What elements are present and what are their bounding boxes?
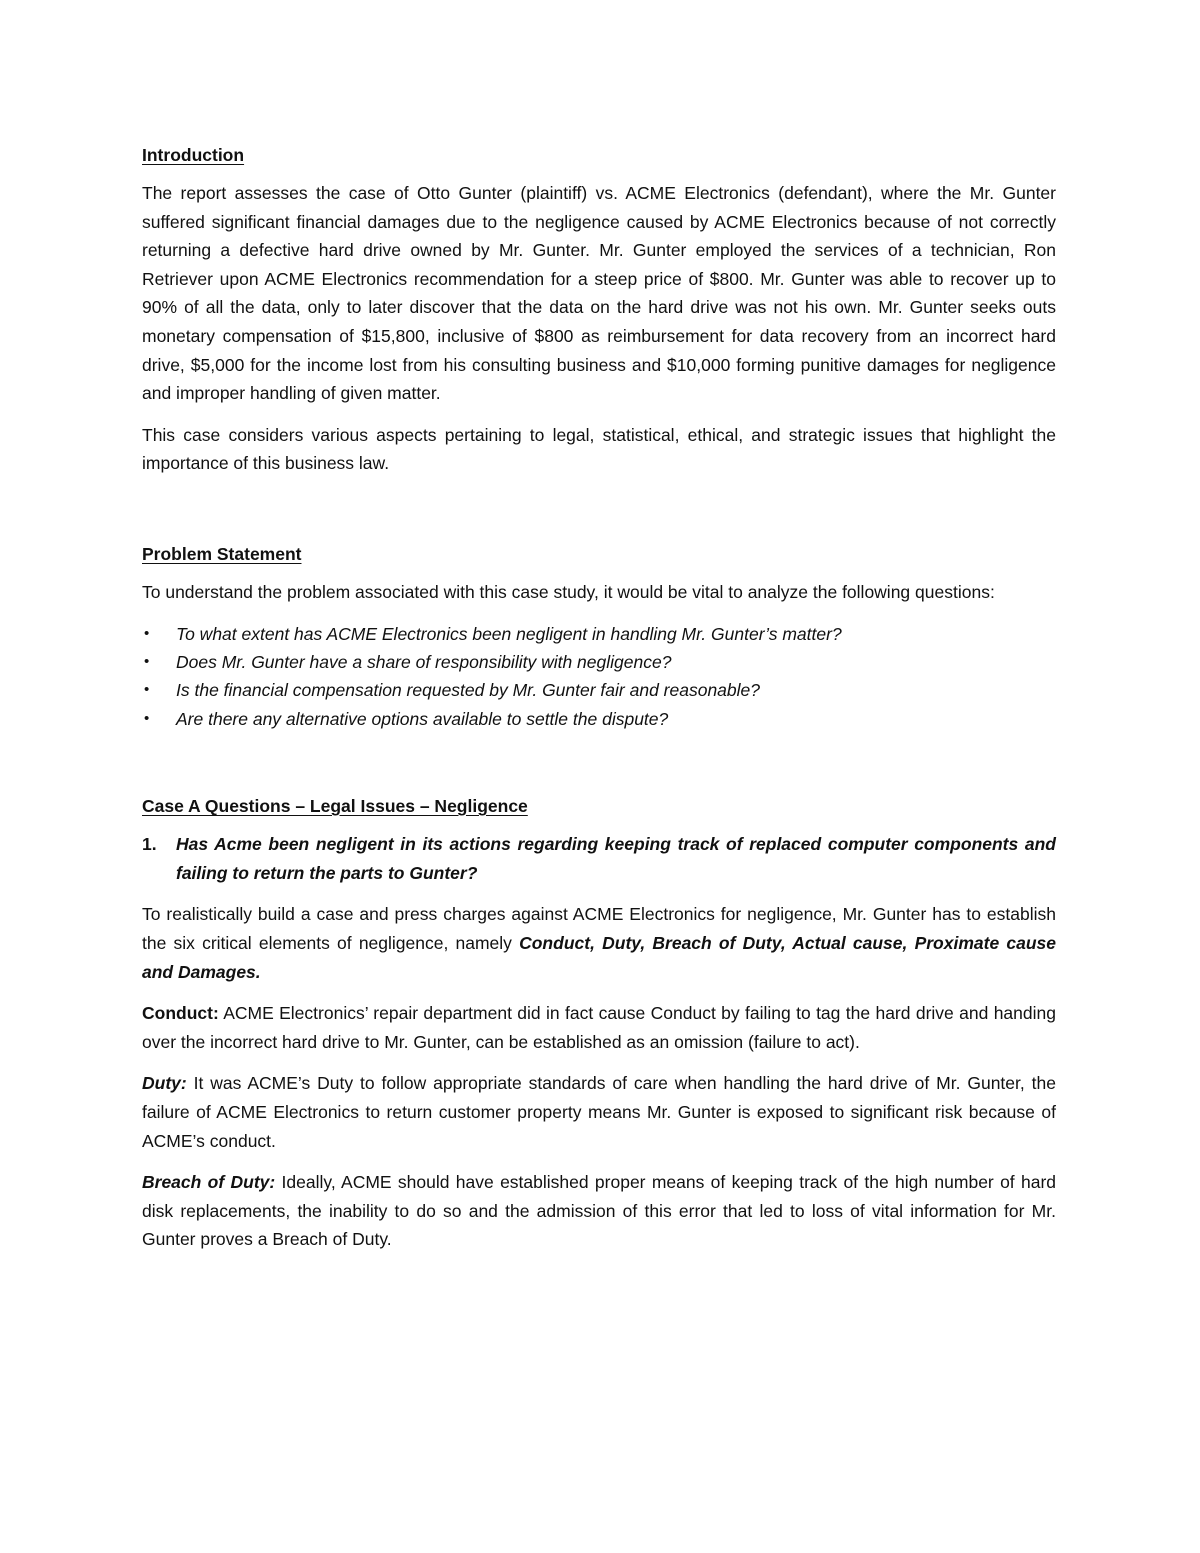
conduct-paragraph [142,999,1056,1056]
introduction-paragraph-1: The report assesses the case of Otto Gunter (plaintiff) vs. ACME Electronics (defendant), where the Mr. Gunter suffered significant financial damages due to the negligence caused by ACME Electronics because of not correctly returning a defective hard drive owned by Mr. Gunter. Mr. Gunter employed the services of a technician, Ron Retriever upon ACME Electronics recommendation for a steep price of $800. Mr. Gunter was able to recover up to 90% of all the data, only to later discover that the data on the hard drive was not his own. Mr. Gunter seeks outs monetary compensation of $15,800, inclusive of $800 as reimbursement for data recovery from an incorrect hard drive, $5,000 for the income lost from his consulting business and $10,000 forming punitive damages for negligence and improper handling of given matter. [142,183,1056,404]
conduct-text: ACME Electronics’ repair department did in fact cause Conduct by failing to tag the hard drive and handing over the incorrect hard drive to Mr. Gunter, can be established as an omission (failure to act). [142,1003,1056,1052]
list-item [142,705,1056,733]
case-a-heading: Case A Questions – Legal Issues – Negligence [142,796,528,817]
problem-statement-intro: To understand the problem associated with this case study, it would be vital to analyze the following questions: [142,581,995,602]
duty-text: It was ACME’s Duty to follow appropriate standards of care when handling the hard drive of Mr. Gunter, the failure of ACME Electronics to return customer property means Mr. Gunter is exposed to significant risk because of ACME’s conduct. [142,1073,1056,1151]
question-text: Are there any alternative options available to settle the dispute? [176,708,669,729]
duty-label: Duty: [142,1073,187,1094]
question-number: 1. [142,834,157,855]
problem-statement-heading: Problem Statement [142,543,302,564]
problem-questions-list [142,620,1056,734]
bullet-icon: • [144,681,150,699]
duty-paragraph [142,1069,1056,1155]
breach-of-duty-label: Breach of Duty: [142,1172,276,1193]
question-text: Is the financial compensation requested by Mr. Gunter fair and reasonable? [176,680,760,701]
question-text: Has Acme been negligent in its actions regarding keeping track of replaced computer components and failing to return the parts to Gunter? [176,834,1056,883]
elements-list-text: Conduct, Duty, Breach of Duty, Actual cause, Proximate cause and Damages. [142,932,1056,982]
case-a-question-1 [142,830,1056,887]
introduction-paragraph-2: This case considers various aspects pertaining to legal, statistical, ethical, and strategic issues that highlight the importance of this business law. [142,424,1056,474]
question-text: To what extent has ACME Electronics been negligent in handling Mr. Gunter’s matter? [176,623,842,644]
section-spacer [142,733,1056,791]
negligence-elements-paragraph [142,900,1056,986]
bullet-icon: • [144,709,150,727]
list-item [142,648,1056,676]
bullet-icon: • [144,652,150,670]
conduct-label: Conduct: [142,1003,219,1024]
list-item [142,620,1056,648]
document-page [142,140,1056,1267]
breach-of-duty-text: Ideally, ACME should have established proper means of keeping track of the high number of hard disk replacements, the inability to do so and the admission of this error that led to loss of vital information for Mr. Gunter proves a Breach of Duty. [142,1172,1057,1250]
introduction-heading: Introduction [142,145,245,165]
bullet-icon: • [144,624,150,642]
elements-intro-text: To realistically build a case and press charges against ACME Electronics for negligence, Mr. Gunter has to establish the six critical elements of negligence, namely [142,904,1056,953]
section-spacer [142,491,1056,539]
list-item [142,676,1056,704]
breach-of-duty-paragraph [142,1168,1056,1254]
question-text: Does Mr. Gunter have a share of responsibility with negligence? [176,651,672,672]
